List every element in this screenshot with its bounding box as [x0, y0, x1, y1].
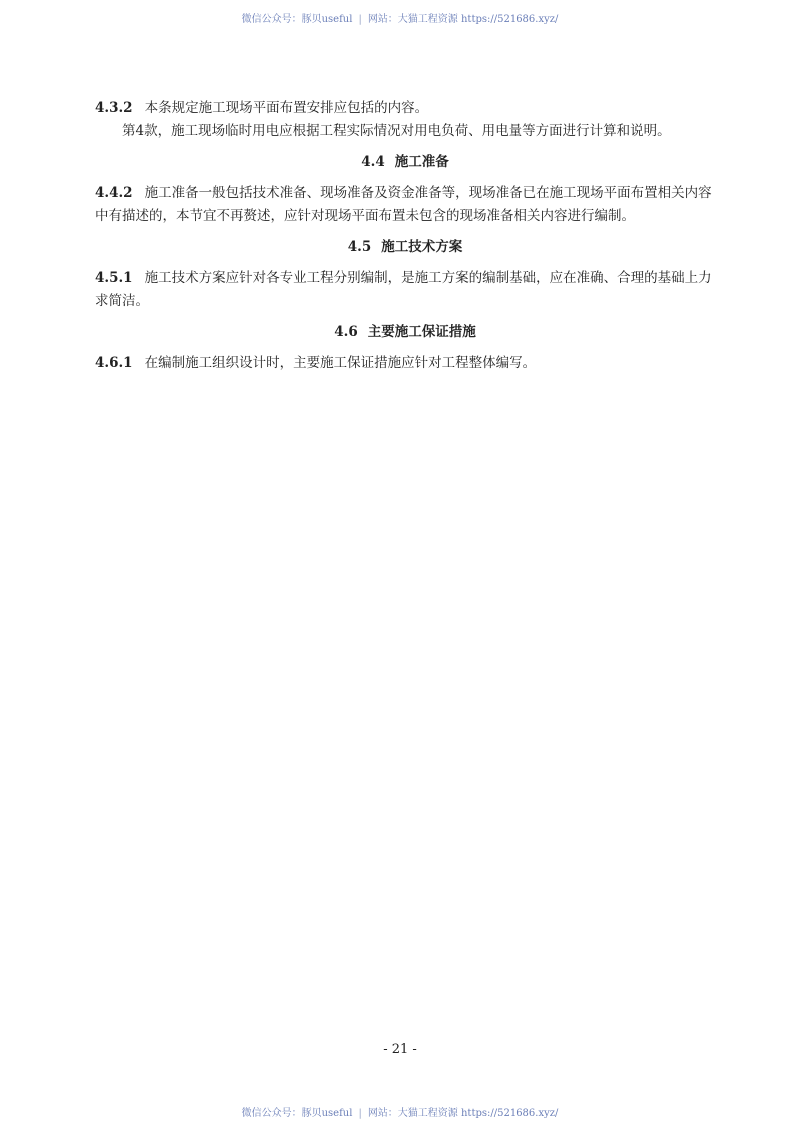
watermark-separator: | [358, 14, 362, 25]
clause-text: 施工技术方案应针对各专业工程分别编制，是施工方案的编制基础，应在准确、合理的基础上力求简洁。 [95, 270, 712, 309]
section-heading-4-6 [95, 321, 715, 344]
clause-4-4-2 [95, 182, 715, 228]
watermark-website: 网站：大猫工程资源 https://521686.xyz/ [367, 14, 559, 25]
clause-number: 4.5.1 [95, 270, 133, 286]
section-number: 4.4 [361, 154, 385, 170]
section-title: 主要施工保证措施 [367, 324, 476, 340]
clause-number: 4.3.2 [95, 100, 133, 116]
watermark-footer [0, 1104, 800, 1119]
clause-number: 4.6.1 [95, 355, 133, 371]
section-number: 4.5 [347, 239, 372, 255]
document-body [95, 97, 715, 375]
clause-text: 施工准备一般包括技术准备、现场准备及资金准备等，现场准备已在施工现场平面布置相关内容中有描述的，本节宜不再赘述，应针对现场平面布置未包含的现场准备相关内容进行编制。 [95, 185, 712, 224]
clause-text: 在编制施工组织设计时，主要施工保证措施应针对工程整体编写。 [144, 355, 537, 371]
clause-4-5-1 [95, 267, 715, 313]
section-number: 4.6 [334, 324, 358, 340]
page-number: - 21 - [383, 1042, 417, 1057]
section-title: 施工准备 [394, 154, 449, 170]
clause-text: 本条规定施工现场平面布置安排应包括的内容。 [144, 100, 429, 116]
watermark-website: 网站：大猫工程资源 https://521686.xyz/ [367, 1108, 559, 1119]
section-title: 施工技术方案 [381, 239, 463, 255]
watermark-header [0, 10, 800, 25]
clause-4-3-2 [95, 97, 715, 120]
watermark-wechat: 微信公众号：豚贝useful [241, 1108, 353, 1119]
clause-4-6-1 [95, 352, 715, 375]
section-heading-4-5 [95, 236, 715, 259]
clause-4-3-2-item-4: 第4款，施工现场临时用电应根据工程实际情况对用电负荷、用电量等方面进行计算和说明。 [122, 123, 671, 139]
watermark-wechat: 微信公众号：豚贝useful [241, 14, 353, 25]
clause-number: 4.4.2 [95, 185, 133, 201]
section-heading-4-4 [95, 151, 715, 174]
watermark-separator: | [358, 1108, 362, 1119]
